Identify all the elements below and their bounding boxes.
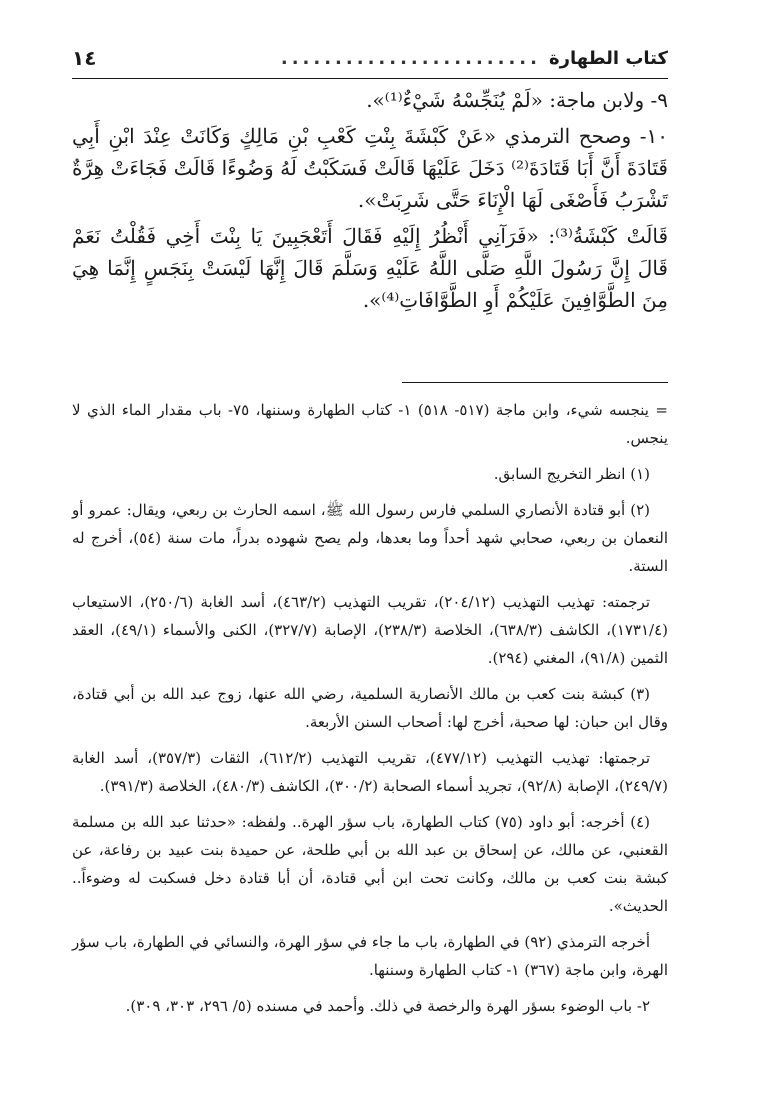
hadith-10-continuation: قَالَتْ كَبْشَةُ⁽³⁾: «فَرَآنِي أَنْظُرُ إِلَيْهِ فَقَالَ أَتَعْجَبِينَ يَا بِنْتَ أَخِي فَقُلْتُ نَعَمْ قَالَ إِنَّ رَسُولَ اللَّهِ صَلَّى اللَّهُ عَلَيْهِ وَسَلَّمَ قَالَ إِنَّهَا لَيْسَتْ بِنَجَسٍ إِنَّمَا هِيَ مِنَ الطَّوَّافِينَ عَلَيْكُمْ أَوِ الطَّوَّافَاتِ⁽⁴⁾». bbox=[72, 224, 669, 312]
book-page bbox=[72, 0, 668, 1100]
main-text bbox=[72, 84, 668, 316]
footnote-3-translation-refs: ترجمتها: تهذيب التهذيب (٤٧٧/١٢)، تقريب التهذيب (٦١٢/٢)، الثقات (٣٥٧/٣)، أسد الغابة (٢٤٩/٧)، الإصابة (٩٢/٨)، تجريد أسماء الصحابة (٣٠٠/٢)، الكاشف (٤٨٠/٣)، الخلاصة (٣٩١/٣). bbox=[72, 749, 668, 795]
footnote-2-translation-refs: ترجمته: تهذيب التهذيب (٢٠٤/١٢)، تقريب التهذيب (٤٦٣/٢)، أسد الغابة (٢٥٠/٦)، الاستيعاب (١٧٣١/٤)، الكاشف (٦٣٨/٣)، الخلاصة (٢٣٨/٣)، الإصابة (٣٢٧/٧)، الكنى والأسماء (٤٩/١)، العقد الثمين (٩١/٨)، المغني (٢٩٤). bbox=[72, 593, 669, 667]
footnotes bbox=[72, 396, 668, 1028]
footnote-1: (١) انظر التخريج السابق. bbox=[493, 465, 650, 483]
chapter-title: كتاب الطهارة bbox=[548, 47, 668, 69]
header-dot-leader: ........................ bbox=[280, 47, 541, 69]
footnote-3: (٣) كبشة بنت كعب بن مالك الأنصارية السلمية، رضي الله عنها، زوج عبد الله بن أبي قتادة، وقال ابن حبان: لها صحبة، أخرج لها: أصحاب السنن الأربعة. bbox=[72, 685, 668, 731]
hadith-10: ١٠- وصحح الترمذي «عَنْ كَبْشَةَ بِنْتِ كَعْبِ بْنِ مَالِكٍ وَكَانَتْ عِنْدَ ابْنِ أَبِي قَتَادَةَ أَنَّ أَبَا قَتَادَةَ⁽²⁾ دَخَلَ عَلَيْهَا قَالَتْ فَسَكَبْتُ لَهُ وَضُوءًا قَالَتْ فَجَاءَتْ هِرَّةٌ تَشْرَبُ فَأَصْغَى لَهَا الْإِنَاءَ حَتَّى شَرِبَتْ». bbox=[72, 124, 668, 212]
footnote-separator bbox=[402, 382, 668, 383]
running-header bbox=[72, 38, 668, 79]
page-number: ١٤ bbox=[72, 46, 97, 70]
footnote-4-takhrij-continued: ٢- باب الوضوء بسؤر الهرة والرخصة في ذلك. وأحمد في مسنده (٥/ ٢٩٦، ٣٠٣، ٣٠٩). bbox=[125, 997, 650, 1015]
footnote-4-takhrij: أخرجه الترمذي (٩٢) في الطهارة، باب ما جاء في سؤر الهرة، والنسائي في الطهارة، باب سؤر الهرة، وابن ماجة (٣٦٧) ١- كتاب الطهارة وسننها. bbox=[72, 933, 668, 979]
footnote-4: (٤) أخرجه: أبو داود (٧٥) كتاب الطهارة، باب سؤر الهرة.. ولفظه: «حدثنا عبد الله بن مسلمة القعنبي، عن مالك، عن إسحاق بن عبد الله بن أبي طلحة، عن حميدة بنت عبيد بن رفاعة، عن كبشة بنت كعب بن مالك، وكانت تحت ابن أبي قتادة، أن أبا قتادة دخل فسكبت له وضوءاً.. الحديث». bbox=[72, 813, 668, 915]
footnote-continuation: = ينجسه شيء، وابن ماجة (٥١٧- ٥١٨) ١- كتاب الطهارة وسننها، ٧٥- باب مقدار الماء الذي لا ينجس. bbox=[72, 401, 668, 447]
footnote-2: (٢) أبو قتادة الأنصاري السلمي فارس رسول الله ﷺ، اسمه الحارث بن ربعي، ويقال: عمرو أو النعمان بن ربعي، صحابي شهد أحداً وما بعدها، ولم يصح شهوده بدراً، مات سنة (٥٤)، أخرج له الستة. bbox=[72, 501, 668, 575]
hadith-9: ٩- ولابن ماجة: «لَمْ يُنَجِّسْهُ شَيْءٌ⁽¹⁾». bbox=[366, 88, 668, 112]
